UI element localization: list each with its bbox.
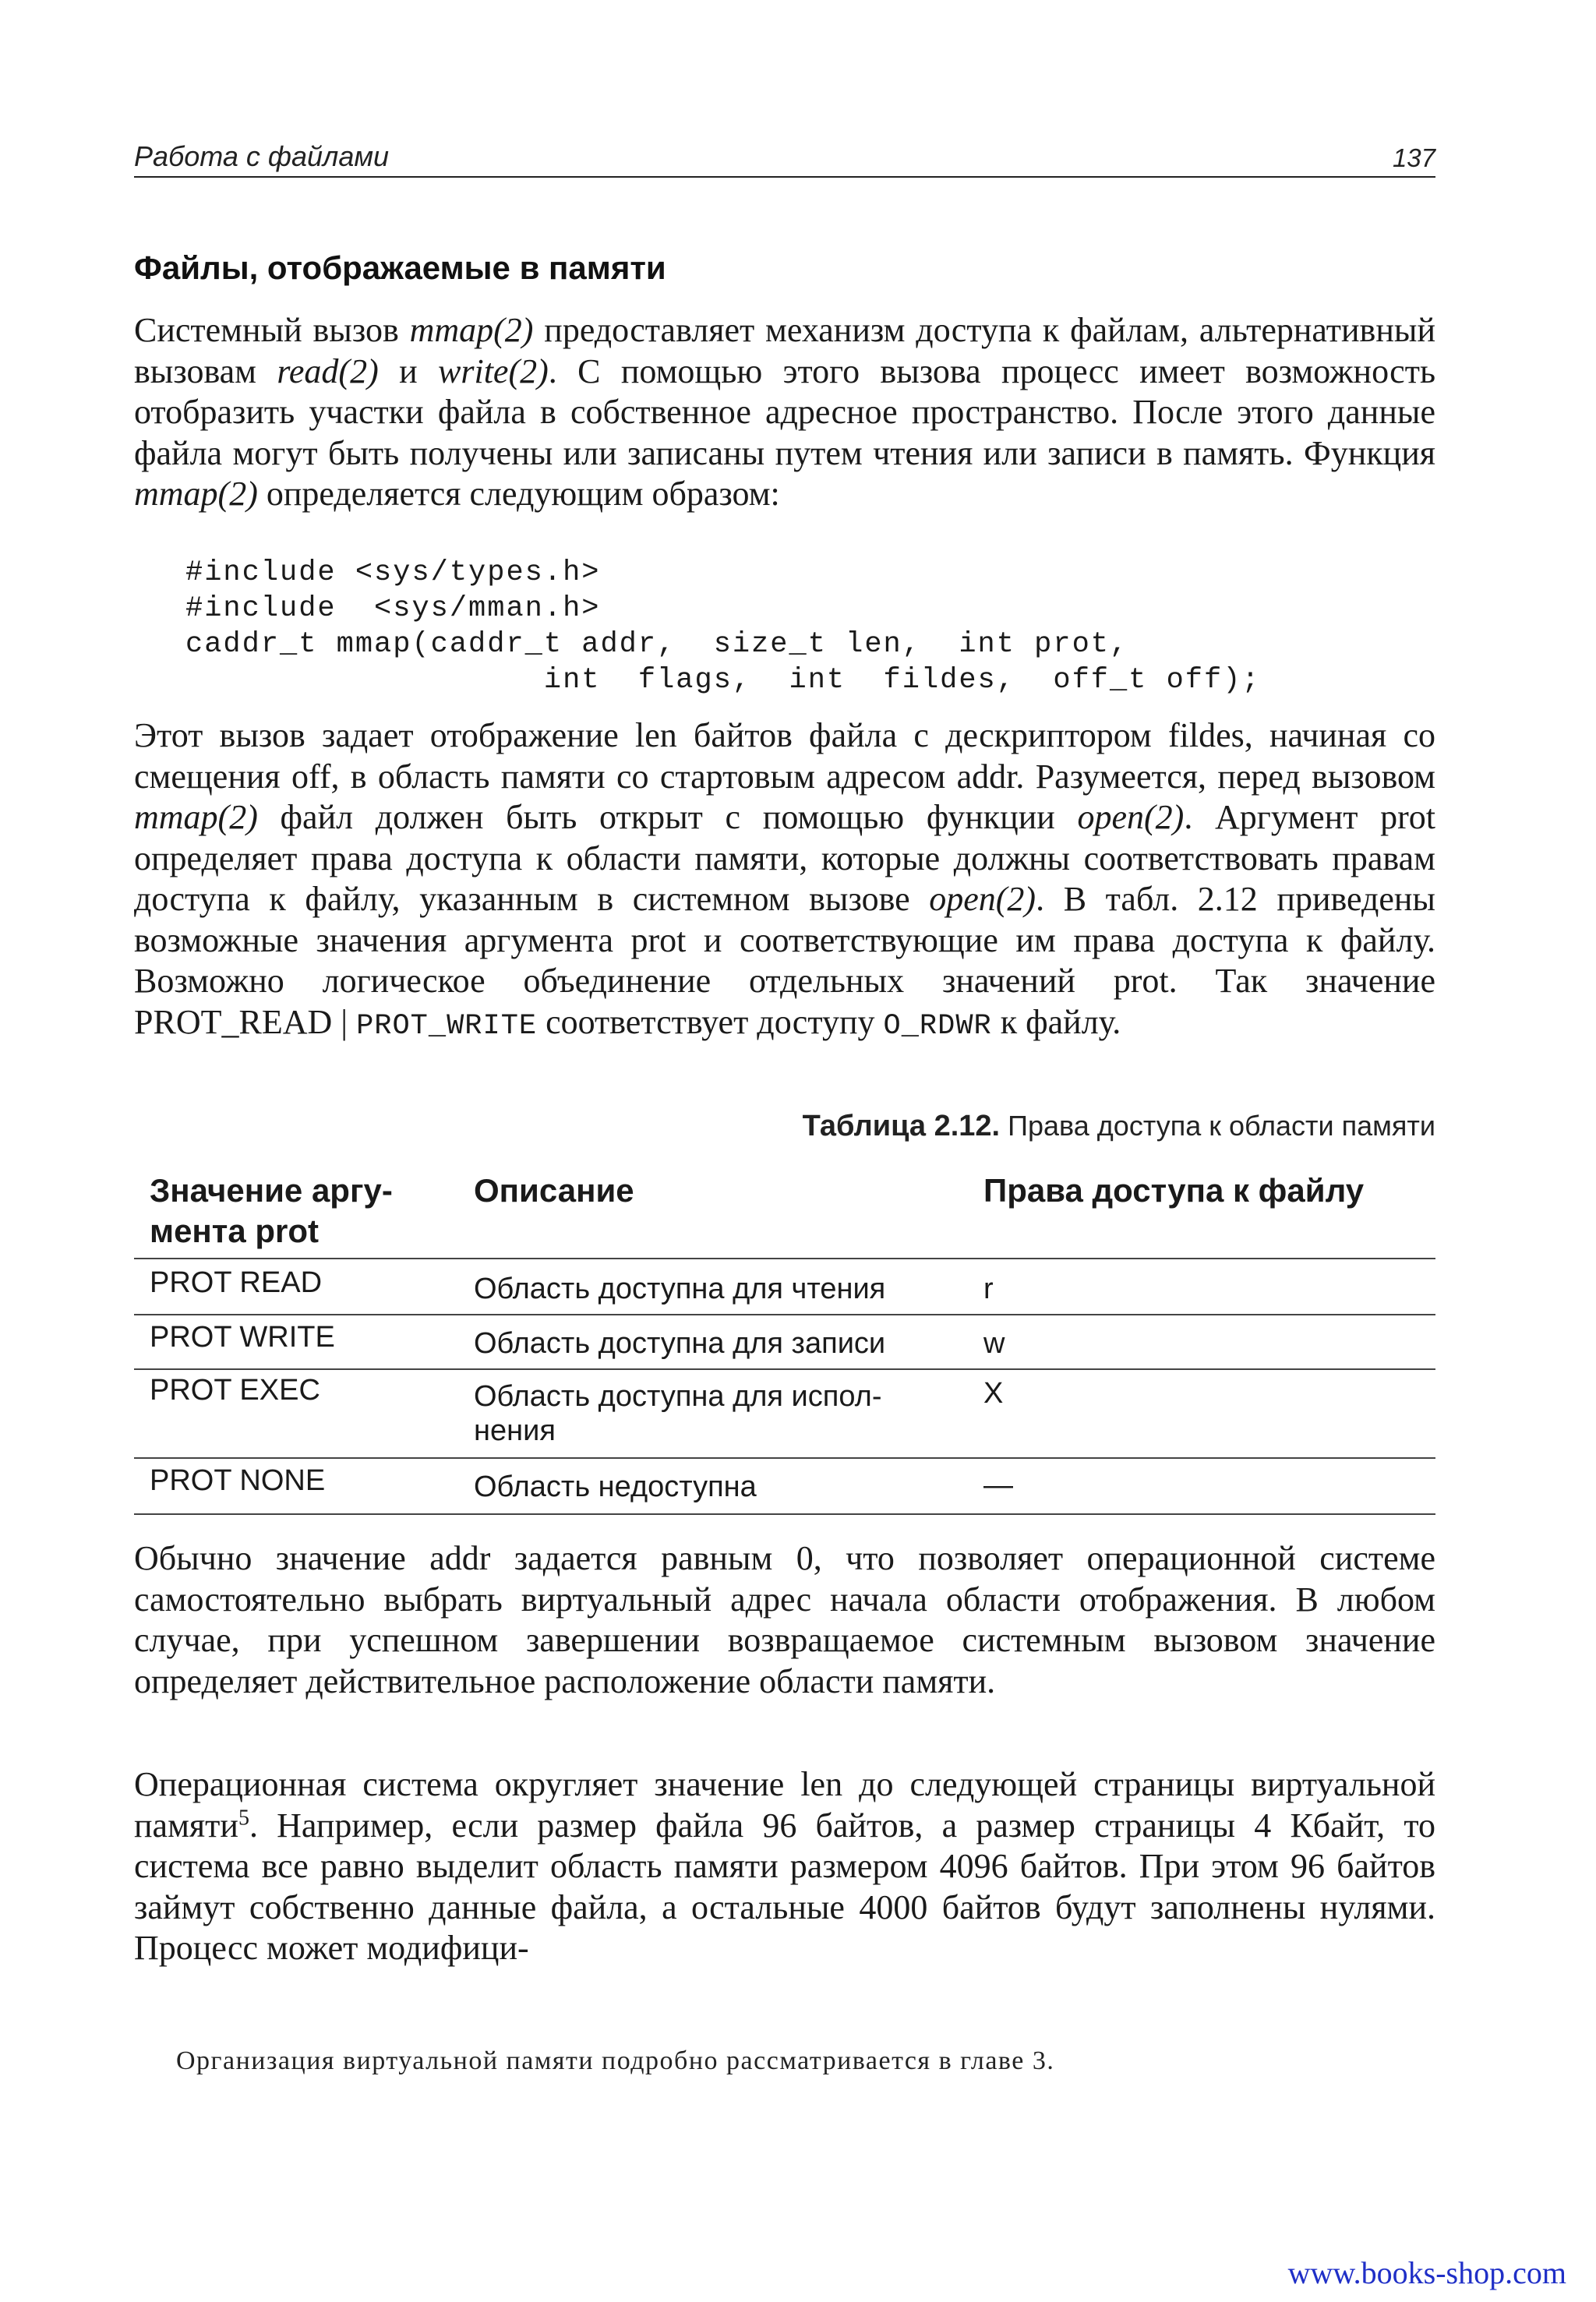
- table-row: [134, 1459, 1435, 1515]
- code-line: int flags, int fildes, off_t off);: [185, 664, 1261, 697]
- cell-access: —: [983, 1469, 1013, 1502]
- section-title: Файлы, отображаемые в памяти: [134, 249, 666, 286]
- cell-value: PROT WRITE: [150, 1321, 335, 1354]
- cell-value: PROT READ: [150, 1266, 323, 1299]
- cell-description: Область недоступна: [474, 1471, 757, 1503]
- cell-access: w: [983, 1327, 1005, 1360]
- paragraph-len: Операционная система округляет значение len до следующей страницы виртуальной памяти$^5$. Например, если размер файла 96 байтов, а размер страницы 4 Кбайт, то система все равно выделит область памяти размером 4096 байтов. При этом 96 байтов займут собственно данные файла, а остальные 4000 байтов будут заполнены нулями. Процесс может модифици-: [134, 1765, 1435, 1967]
- site-link[interactable]: www.books-shop.com: [1287, 2255, 1566, 2290]
- code-line: #include <sys/mman.h>: [185, 592, 601, 625]
- code-block: [185, 555, 1261, 698]
- footnote-ref[interactable]: 5: [238, 1805, 249, 1830]
- column-header-description: Описание: [474, 1172, 634, 1209]
- paragraph-intro: Системный вызов mmap(2) предоставляет механизм доступа к файлам, альтернативный вызовам read(2) и write(2). С помощью этого вызова процесс имеет возможность отобразить участки файла в собственное адресное пространство. После этого данные файла могут быть получены или записаны путем чтения или записи в память. Функция mmap(2) определяется следующим образом:: [134, 311, 1436, 513]
- column-header-access: Права доступа к файлу: [983, 1172, 1365, 1209]
- cell-value: PROT EXEC: [150, 1374, 320, 1407]
- cell-description: Область доступна для записи: [474, 1327, 886, 1360]
- page-number: 137: [1392, 143, 1435, 172]
- prot-table: [134, 1161, 1435, 1515]
- cell-access: r: [983, 1273, 994, 1305]
- table-caption: Таблица 2.12. Права доступа к области памяти: [802, 1110, 1435, 1142]
- table-row: [134, 1370, 1435, 1459]
- table-header-row: [134, 1161, 1435, 1259]
- cell-access: X: [983, 1377, 1004, 1410]
- code-line: #include <sys/types.h>: [185, 556, 601, 589]
- table-row: [134, 1315, 1435, 1370]
- table-row: [134, 1259, 1435, 1315]
- paragraph-mmap-description: Этот вызов задает отображение len байтов файла с дескриптором fildes, начиная со смещения off, в область памяти со стартовым адресом addr. Разумеется, перед вызовом mmap(2) файл должен быть открыт с помощью функции open(2). Аргумент prot определяет права доступа к области памяти, которые должны соответствовать правам доступа к файлу, указанным в системном вызове open(2). В табл. 2.12 приведены возможные значения аргумента prot и соответствующие им права доступа к файлу. Возможно логическое объединение отдельных значений prot. Так значение PROT_READ | PROT_WRITE соответствует доступу O_RDWR к файлу.: [134, 716, 1435, 1043]
- header-chapter-title: Работа с файлами: [134, 140, 390, 172]
- footnote: Организация виртуальной памяти подробно рассматривается в главе 3.: [176, 2046, 1055, 2075]
- running-header: [134, 137, 1435, 178]
- column-header-value: Значение аргу- мента prot: [150, 1172, 393, 1249]
- cell-description: Область доступна для испол- нения: [474, 1380, 882, 1447]
- paragraph-addr: Обычно значение addr задается равным 0, что позволяет операционной системе самостоятельно выбрать виртуальный адрес начала области отображения. В любом случае, при успешном завершении возвращаемое системным вызовом значение определяет действительное расположение области памяти.: [134, 1539, 1435, 1700]
- cell-description: Область доступна для чтения: [474, 1273, 886, 1305]
- code-line: caddr_t mmap(caddr_t addr, size_t len, int prot,: [185, 628, 1129, 661]
- cell-value: PROT NONE: [150, 1464, 326, 1497]
